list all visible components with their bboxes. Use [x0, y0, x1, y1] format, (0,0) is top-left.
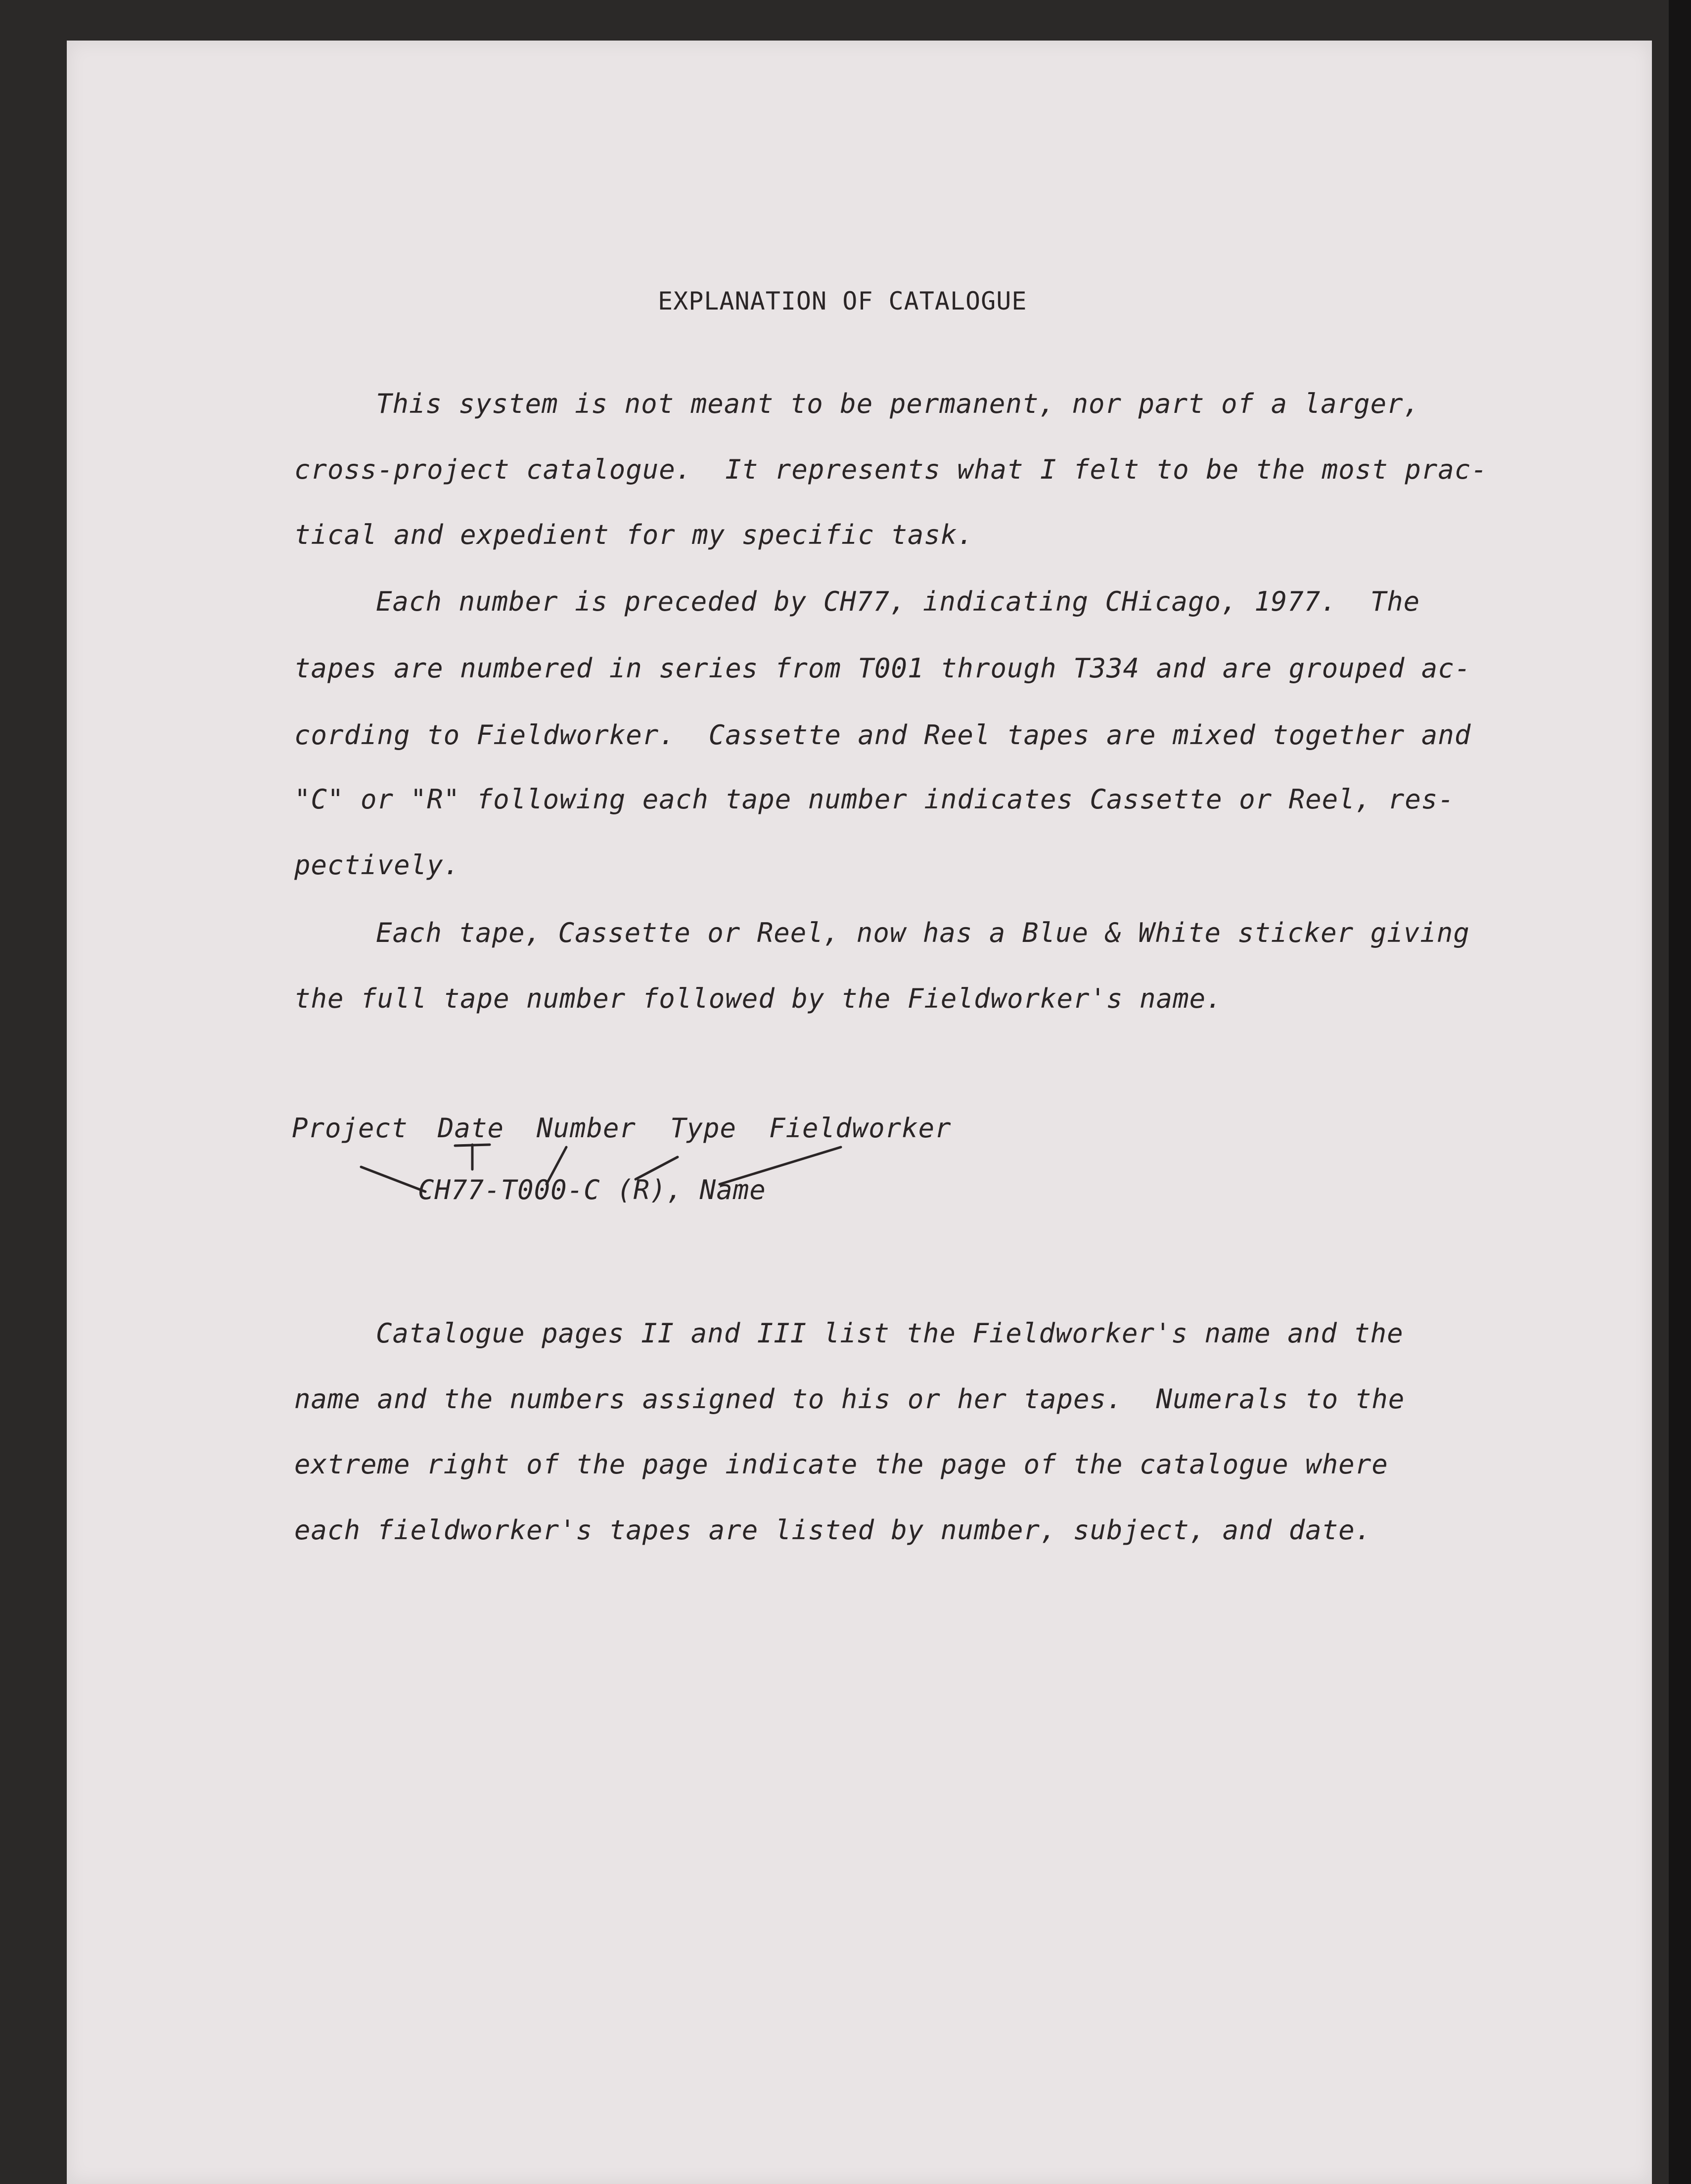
paragraph-2-line-2: tapes are numbered in series from T001 through T334 and are grouped ac- — [294, 653, 1471, 684]
diagram-label-fieldworker: Fieldworker — [769, 1113, 952, 1144]
diagram-label-project: Project — [292, 1113, 408, 1144]
diagram-label-number: Number — [537, 1113, 637, 1144]
connector-type — [636, 1157, 678, 1179]
diagram-label-date: Date — [438, 1113, 504, 1144]
paragraph-4-line-3: extreme right of the page indicate the page of the catalogue where — [294, 1449, 1388, 1480]
paragraph-4-line-2: name and the numbers assigned to his or her tapes. Numerals to the — [294, 1383, 1405, 1415]
paragraph-2-line-3: cording to Fieldworker. Cassette and Reel tapes are mixed together and — [294, 719, 1471, 751]
diagram-connector-lines — [287, 1105, 1029, 1234]
connector-number — [547, 1147, 566, 1184]
paragraph-4-line-4: each fieldworker's tapes are listed by number, subject, and date. — [294, 1515, 1372, 1546]
paragraph-1-line-2: cross-project catalogue. It represents what I felt to be the most prac- — [294, 454, 1488, 485]
paragraph-3-line-1: Each tape, Cassette or Reel, now has a Blue & White sticker giving — [376, 917, 1470, 948]
connector-project — [361, 1167, 425, 1192]
paragraph-1-line-3: tical and expedient for my specific task. — [294, 519, 974, 550]
paragraph-2-line-5: pectively. — [294, 849, 460, 881]
paragraph-1-line-1: This system is not meant to be permanent, nor part of a larger, — [376, 388, 1420, 419]
paragraph-2-line-4: "C" or "R" following each tape number indicates Cassette or Reel, res- — [294, 784, 1455, 815]
diagram-example: CH77-T000-C (R), Name — [418, 1174, 766, 1205]
diagram-label-type: Type — [670, 1113, 737, 1144]
paragraph-2-line-1: Each number is preceded by CH77, indicating CHicago, 1977. The — [376, 586, 1420, 617]
paragraph-3-line-2: the full tape number followed by the Fieldworker's name. — [294, 983, 1223, 1014]
connector-date-bar — [455, 1145, 490, 1146]
document-title: EXPLANATION OF CATALOGUE — [658, 287, 1027, 315]
paragraph-4-line-1: Catalogue pages II and III list the Fieldworker's name and the — [376, 1318, 1404, 1349]
connector-fieldworker — [720, 1147, 841, 1184]
scan-edge — [1669, 0, 1691, 2184]
